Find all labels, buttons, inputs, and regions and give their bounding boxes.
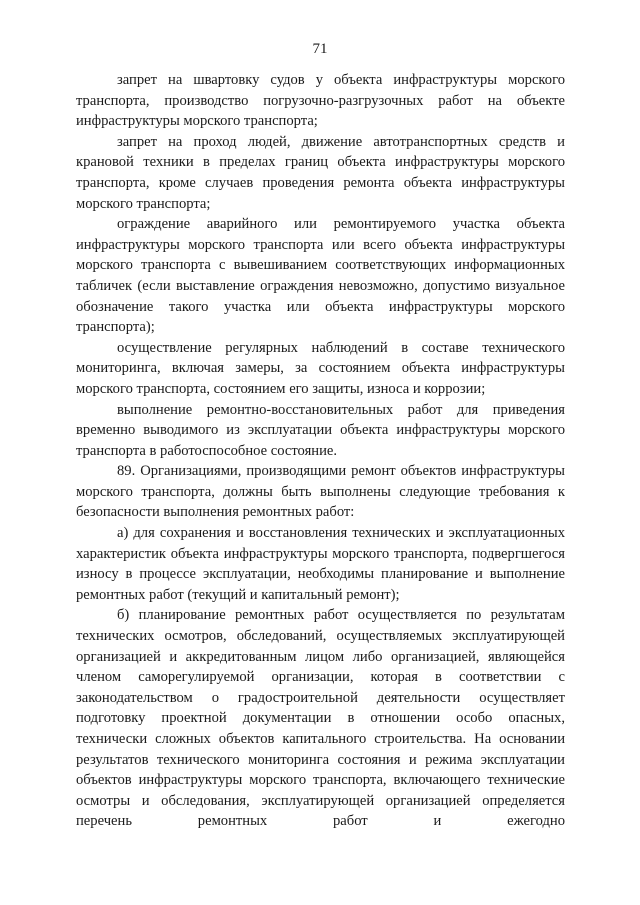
paragraph-item-a: а) для сохранения и восстановления технических и эксплуатационных характеристик объекта инфраструктуры морского транспорта, подвергшегося износу в процессе эксплуатации, необходимы планирование и выполнение ремонтных работ (текущий и капитальный ремонт);	[76, 525, 565, 603]
paragraph-restoration: выполнение ремонтно-восстановительных работ для приведения временно выводимого из эксплуатации объекта инфраструктуры морского транспорта в работоспособное состояние.	[76, 401, 565, 459]
page-number: 71	[312, 41, 328, 57]
document-body	[76, 70, 565, 832]
paragraph-fencing: ограждение аварийного или ремонтируемого участка объекта инфраструктуры морского транспорта или всего объекта инфраструктуры морского транспорта с вывешиванием соответствующих информационных табличек (если выставление ограждения невозможно, допустимо визуальное обозначение такого участка или объекта инфраструктуры морского транспорта);	[76, 216, 565, 336]
paragraph-monitoring: осуществление регулярных наблюдений в составе технического мониторинга, включая замеры, за состоянием объекта инфраструктуры морского транспорта, состоянием его защиты, износа и коррозии;	[76, 339, 565, 397]
paragraph-item-b: б) планирование ремонтных работ осуществляется по результатам технических осмотров, обследований, осуществляемых эксплуатирующей организацией и аккредитованным лицом либо организацией, являющейся членом саморегулируемой организации, которая в соответствии с законодательством о градостроительной деятельности осуществляет подготовку проектной документации в отношении особо опасных, технически сложных объектов капитального строительства. На основании результатов технического мониторинга состояния и режима эксплуатации объектов инфраструктуры морского транспорта, включающего технические осмотры и обследования, эксплуатирующей организацией определяется перечень ремонтных работ и ежегодно	[76, 607, 565, 830]
paragraph-passage-ban: запрет на проход людей, движение автотранспортных средств и крановой техники в пределах границ объекта инфраструктуры морского транспорта, кроме случаев проведения ремонта объекта инфраструктуры морского транспорта;	[76, 133, 565, 212]
paragraph-clause-89: 89. Организациями, производящими ремонт объектов инфраструктуры морского транспорта, должны быть выполнены следующие требования к безопасности выполнения ремонтных работ:	[76, 463, 565, 521]
paragraph-mooring-ban: запрет на швартовку судов у объекта инфраструктуры морского транспорта, производство погрузочно-разгрузочных работ на объекте инфраструктуры морского транспорта;	[76, 72, 565, 130]
